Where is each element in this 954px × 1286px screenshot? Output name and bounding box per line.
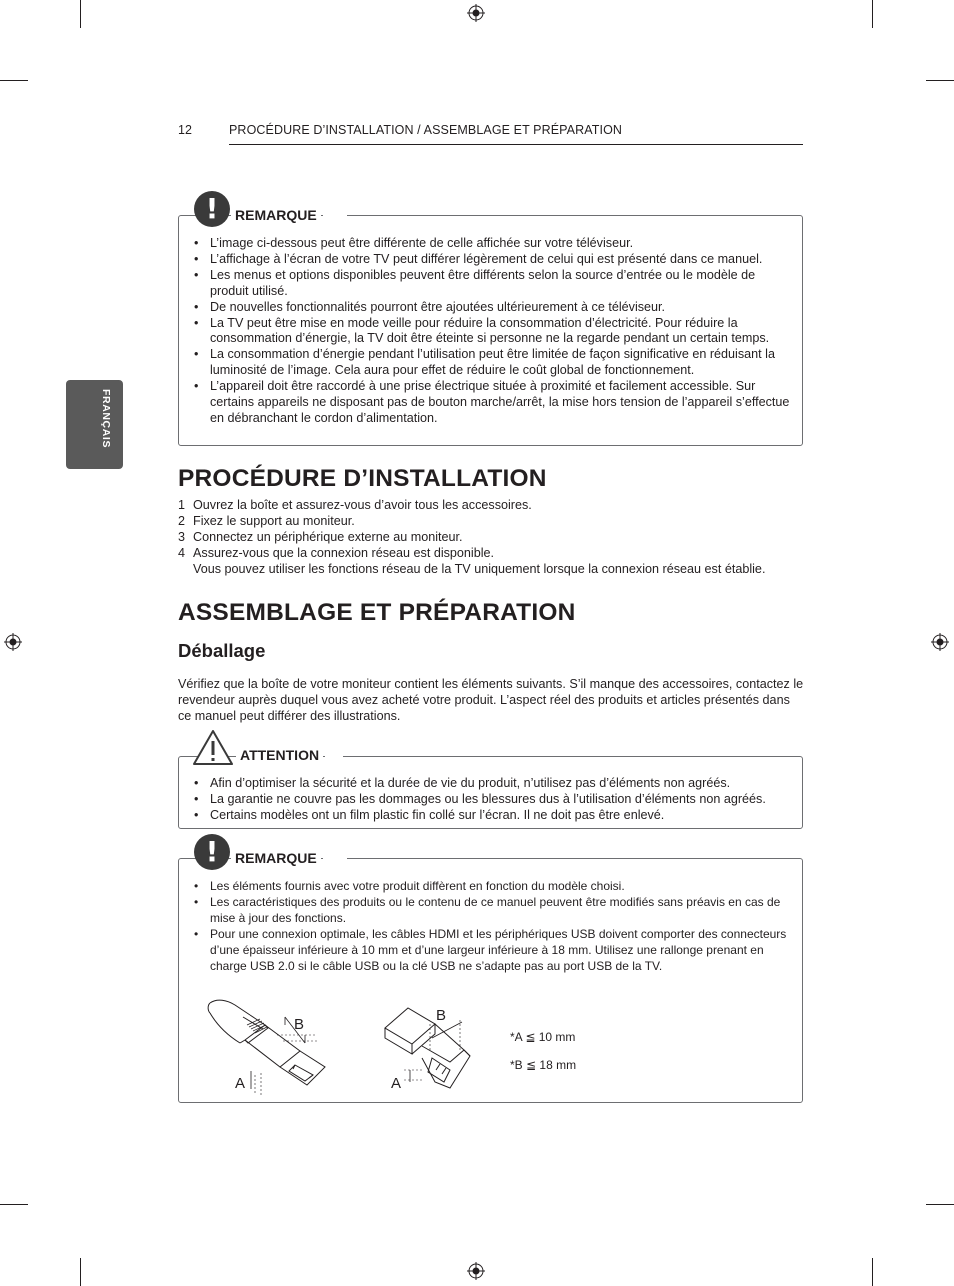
note-list: [192, 236, 792, 427]
registration-mark-icon: [931, 633, 949, 651]
dimension-spec-b: *B ≦ 18 mm: [510, 1058, 577, 1072]
list-item: [178, 514, 798, 530]
list-item: • L’affichage à l’écran de votre TV peut différer légèrement de celui qui est présenté dans ce manuel.: [192, 252, 792, 268]
note-list: [192, 879, 792, 974]
note-label: REMARQUE: [231, 850, 321, 866]
step-number: 3: [178, 529, 186, 544]
registration-mark-icon: [467, 1262, 485, 1280]
crop-mark: [80, 1258, 81, 1286]
list-item: • De nouvelles fonctionnalités pourront être ajoutées ultérieurement à ce téléviseur.: [192, 300, 792, 316]
step-number: 2: [178, 513, 186, 528]
language-tab-label: FRANÇAIS: [100, 389, 112, 449]
step-text: Connectez un périphérique externe au moniteur.: [193, 529, 463, 544]
header-divider: [229, 144, 803, 145]
exclamation-icon: !: [194, 191, 230, 227]
list-item: • Les menus et options disponibles peuvent être différents selon la source d’entrée ou le modèle de produit utilisé.: [192, 268, 792, 300]
step-number: 4: [178, 545, 186, 560]
registration-mark-icon: [4, 633, 22, 651]
crop-mark: [0, 1204, 28, 1205]
list-item: [178, 498, 798, 514]
step-text: Fixez le support au moniteur.: [193, 513, 355, 528]
attention-list: [192, 776, 792, 824]
list-item: • La garantie ne couvre pas les dommages ou les blessures dus à l’utilisation d’éléments non agréés.: [192, 792, 792, 808]
section-title: PROCÉDURE D’INSTALLATION: [178, 465, 547, 492]
list-item: • Pour une connexion optimale, les câbles HDMI et les périphériques USB doivent comporter des connecteurs d’une épaisseur inférieure à 10 mm et d’une largeur inférieure à 18 mm. Utilisez une rallonge prenant en charge USB 2.0 si le câble USB ou la clé USB ne s’adapte pas au port USB de la TV.: [192, 927, 792, 975]
dimension-label-b: B: [294, 1016, 305, 1033]
subsection-title: Déballage: [178, 640, 266, 661]
crop-mark: [872, 0, 873, 28]
page-number: 12: [178, 123, 192, 137]
crop-mark: [80, 0, 81, 28]
crop-mark: [926, 80, 954, 81]
list-item: [178, 530, 798, 546]
exclamation-icon: !: [194, 834, 230, 870]
list-item: • La TV peut être mise en mode veille pour réduire la consommation d’électricité. Pour réduire la consommation d’énergie, la TV doit être éteinte si personne ne la regarde pendant un certain temps.: [192, 316, 792, 348]
steps-list: [178, 498, 798, 578]
step-text: Assurez-vous que la connexion réseau est disponible.: [193, 545, 495, 560]
warning-triangle-icon: [192, 729, 234, 767]
list-item: • L’appareil doit être raccordé à une prise électrique située à proximité et facilement accessible. Sur certains appareils ne disposant pas de bouton marche/arrêt, la mise hors tension de l’appareil s’effectue en débranchant le cordon d’alimentation.: [192, 379, 792, 427]
dimension-label-a: A: [391, 1075, 402, 1092]
crop-mark: [872, 1258, 873, 1286]
attention-label: ATTENTION: [236, 747, 323, 763]
hdmi-connector-illustration: [205, 995, 340, 1095]
crop-mark: [926, 1204, 954, 1205]
note-label: REMARQUE: [231, 207, 321, 223]
intro-paragraph: Vérifiez que la boîte de votre moniteur contient les éléments suivants. S’il manque des accessoires, contactez le revendeur auprès duquel vous avez acheté votre produit. L’aspect réel des produits et articles présentés dans ce manuel peut différer des illustrations.: [178, 677, 804, 723]
section-title: ASSEMBLAGE ET PRÉPARATION: [178, 599, 576, 626]
list-item: [178, 546, 798, 578]
step-text: Ouvrez la boîte et assurez-vous d’avoir tous les accessoires.: [193, 498, 532, 512]
list-item: • Les éléments fournis avec votre produit diffèrent en fonction du modèle choisi.: [192, 879, 792, 895]
dimension-spec-a: *A ≦ 10 mm: [510, 1030, 576, 1044]
registration-mark-icon: [467, 4, 485, 22]
list-item: • Certains modèles ont un film plastic fin collé sur l’écran. Il ne doit pas être enlevé.: [192, 808, 792, 824]
running-header: PROCÉDURE D’INSTALLATION / ASSEMBLAGE ET PRÉPARATION: [229, 123, 623, 137]
dimension-label-b: B: [436, 1007, 447, 1024]
list-item: • Afin d’optimiser la sécurité et la durée de vie du produit, n’utilisez pas d’éléments non agréés.: [192, 776, 792, 792]
dimension-label-a: A: [235, 1075, 246, 1092]
list-item: • La consommation d’énergie pendant l’utilisation peut être limitée de façon significative en réduisant la luminosité de l’image. Cela aura pour effet de réduire le coût global de fonctionnement.: [192, 347, 792, 379]
step-number: 1: [178, 498, 186, 512]
step-continuation: Vous pouvez utiliser les fonctions réseau de la TV uniquement lorsque la connexion réseau est établie.: [193, 561, 766, 576]
list-item: • Les caractéristiques des produits ou le contenu de ce manuel peuvent être modifiés sans préavis en cas de mise à jour des fonctions.: [192, 895, 792, 927]
list-item: • L’image ci-dessous peut être différente de celle affichée sur votre téléviseur.: [192, 236, 792, 252]
crop-mark: [0, 80, 28, 81]
language-tab: [66, 380, 123, 469]
